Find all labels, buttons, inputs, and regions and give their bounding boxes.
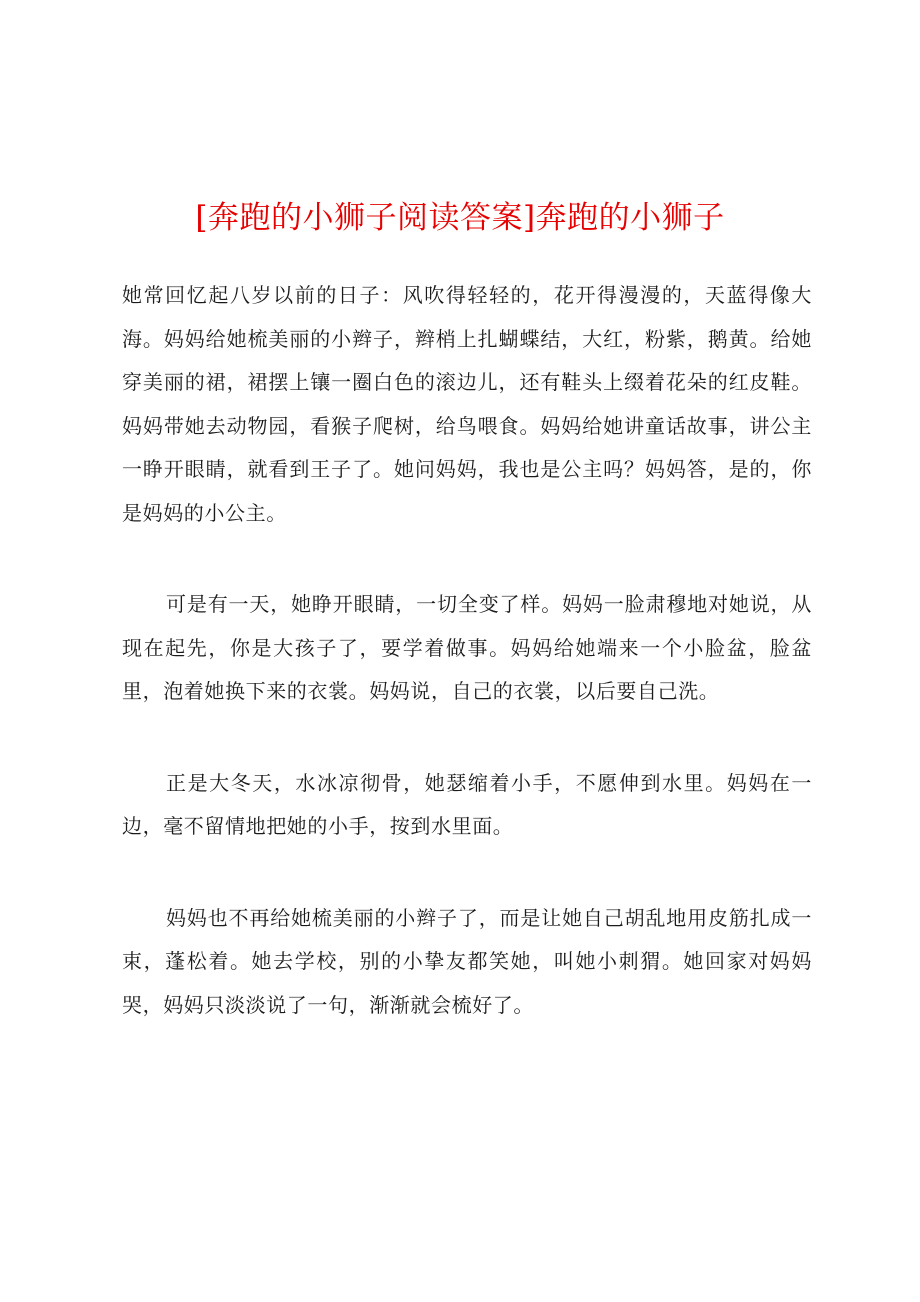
document-title: [奔跑的小狮子阅读答案]奔跑的小狮子 <box>195 200 725 236</box>
paragraph-3: 正是大冬天，水冰凉彻骨，她瑟缩着小手，不愿伸到水里。妈妈在一边，毫不留情地把她的小手，按到水里面。 <box>122 770 812 838</box>
document-body <box>122 274 812 1027</box>
paragraph-1: 她常回忆起八岁以前的日子：风吹得轻轻的，花开得漫漫的，天蓝得像大海。妈妈给她梳美丽的小辫子，辫梢上扎蝴蝶结，大红，粉紫，鹅黄。给她穿美丽的裙，裙摆上镶一圈白色的滚边儿，还有鞋头上缀着花朵的红皮鞋。妈妈带她去动物园，看猴子爬树，给鸟喂食。妈妈给她讲童话故事，讲公主一睁开眼睛，就看到王子了。她问妈妈，我也是公主吗？妈妈答，是的，你是妈妈的小公主。 <box>122 283 812 525</box>
paragraph-4: 妈妈也不再给她梳美丽的小辫子了，而是让她自己胡乱地用皮筋扎成一束，蓬松着。她去学校，别的小挚友都笑她，叫她小刺猬。她回家对妈妈哭，妈妈只淡淡说了一句，渐渐就会梳好了。 <box>122 905 812 1017</box>
paragraph-2: 可是有一天，她睁开眼睛，一切全变了样。妈妈一脸肃穆地对她说，从现在起先，你是大孩子了，要学着做事。妈妈给她端来一个小脸盆，脸盆里，泡着她换下来的衣裳。妈妈说，自己的衣裳，以后要自己洗。 <box>122 592 812 703</box>
